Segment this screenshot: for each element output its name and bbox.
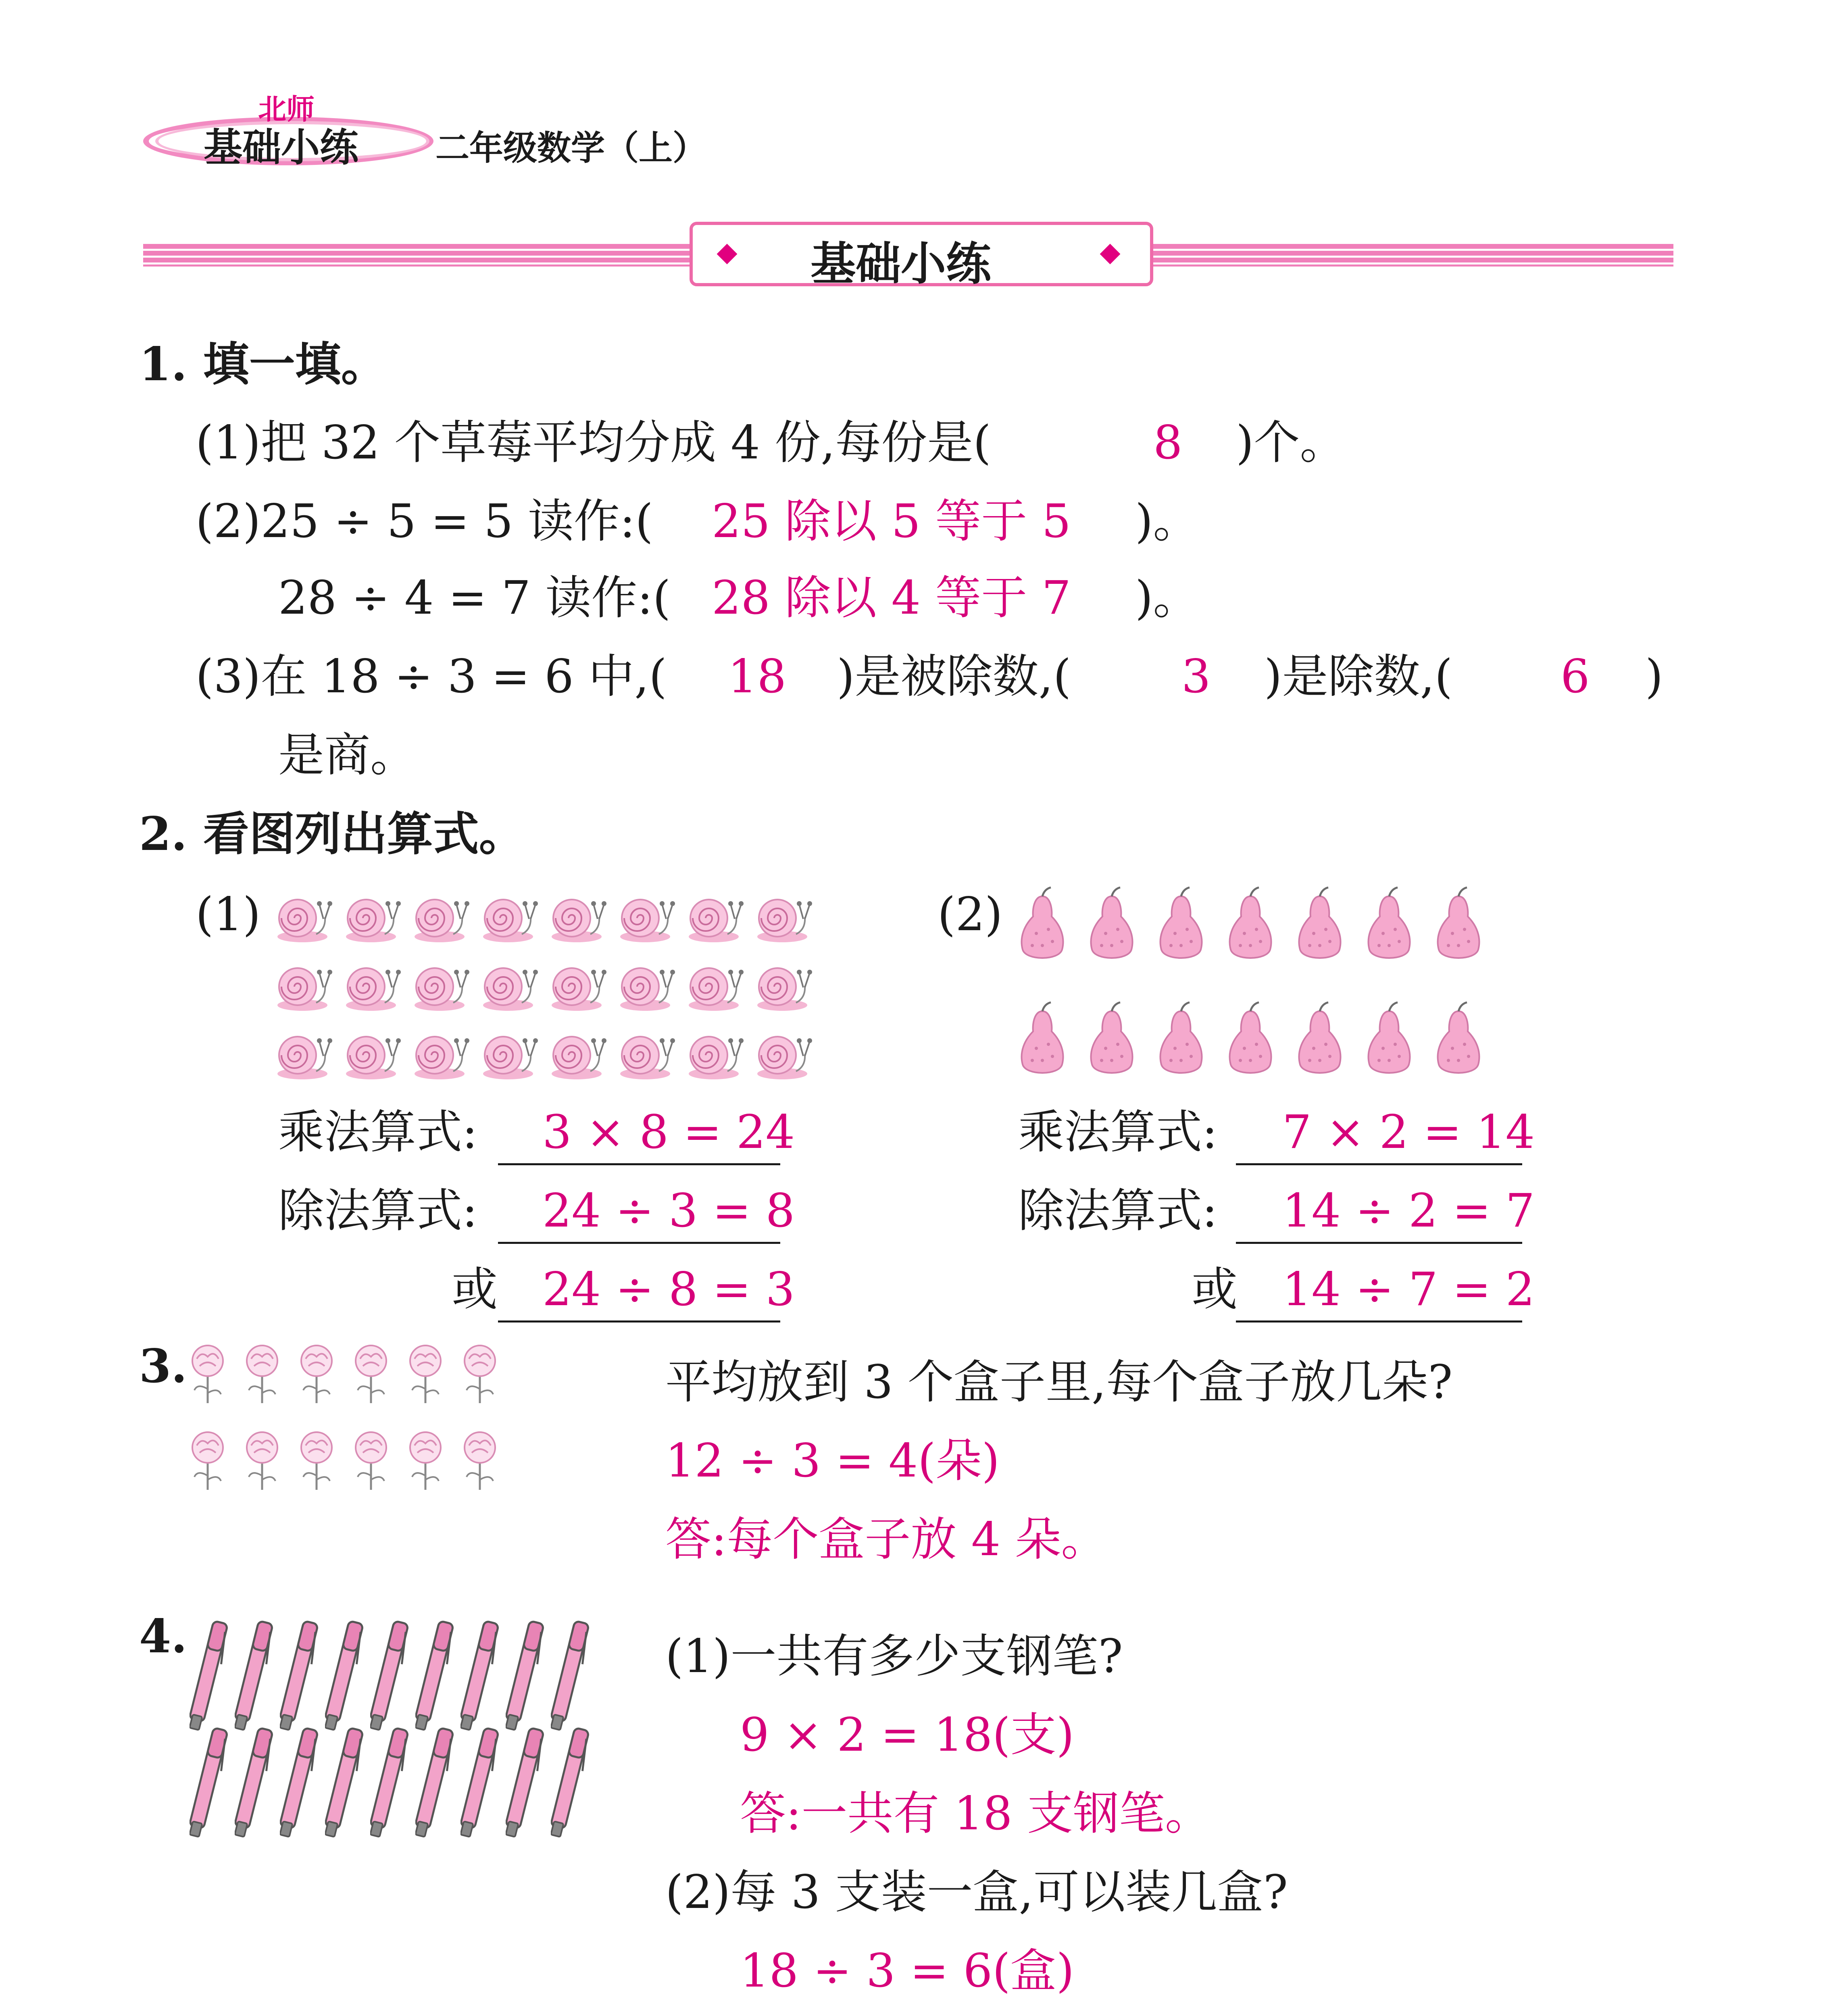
q1-p1 — [196, 415, 991, 471]
flower-icon — [349, 1429, 393, 1494]
book-subtitle: 二年级数学（上） — [435, 128, 707, 168]
q4-q2: (2)每 3 支装一盒,可以装几盒? — [665, 1865, 1288, 1919]
q1-p3-pre: (3)在 18 ÷ 3 = 6 中,( — [196, 650, 667, 703]
q1-p1-answer: 8 — [1153, 416, 1183, 469]
pear-icon — [1220, 885, 1281, 964]
snail-icon — [754, 1026, 815, 1083]
q2-p1-mul-answer: 3 × 8 = 24 — [542, 1105, 795, 1159]
q1-p2b-pre: 28 ÷ 4 = 7 读作:( — [278, 571, 671, 625]
q1-p3-answer-divisor: 3 — [1181, 650, 1211, 703]
pen-icon — [415, 1613, 456, 1734]
snail-icon — [274, 958, 335, 1014]
snail-icon — [343, 889, 403, 946]
q4-a1: 答:一共有 18 支钢笔。 — [740, 1787, 1211, 1840]
snail-icon — [343, 958, 403, 1014]
flower-icon — [294, 1343, 339, 1407]
snail-icon — [411, 958, 472, 1014]
title-band-left — [143, 244, 690, 267]
q2-p1-div2-answer: 24 ÷ 8 = 3 — [542, 1262, 795, 1316]
snail-icon — [685, 889, 746, 946]
q2-p1-div2-line — [498, 1320, 780, 1322]
q1-p3-answer-quotient: 6 — [1561, 650, 1590, 703]
pen-icon — [190, 1720, 230, 1841]
pen-icon — [506, 1720, 546, 1841]
flower-icon — [185, 1429, 230, 1494]
pen-icon — [551, 1720, 591, 1841]
q1-p2b-answer: 28 除以 4 等于 7 — [712, 571, 1071, 625]
snail-icon — [617, 1026, 677, 1083]
q2-part1-label: (1) — [196, 887, 261, 941]
pen-icon — [370, 1720, 410, 1841]
snail-icon — [685, 1026, 746, 1083]
q1-p3-end: ) — [1645, 650, 1663, 703]
q1-p2-pre: (2)25 ÷ 5 = 5 读作:( — [196, 494, 653, 548]
title-band-right — [1153, 244, 1673, 267]
pen-icon — [506, 1613, 546, 1734]
pear-icon — [1012, 885, 1073, 964]
flower-icon — [458, 1343, 502, 1407]
snail-icon — [548, 958, 609, 1014]
flower-icon — [403, 1343, 448, 1407]
flower-icon — [185, 1343, 230, 1407]
q1-p3-answer-dividend: 18 — [728, 650, 787, 703]
q3-question: 平均放到 3 个盒子里,每个盒子放几朵? — [665, 1355, 1453, 1409]
pear-icon — [1359, 885, 1419, 964]
q4-number: 4. — [139, 1609, 188, 1663]
pen-icon — [551, 1613, 591, 1734]
q2-p2-div-answer: 14 ÷ 2 = 7 — [1282, 1184, 1535, 1237]
section-title: 基础小练 — [810, 238, 991, 290]
q3-calc: 12 ÷ 3 = 4(朵) — [665, 1434, 1000, 1487]
q3-number: 3. — [139, 1339, 188, 1393]
pen-icon — [235, 1613, 275, 1734]
snail-icon — [754, 889, 815, 946]
pear-icon — [1290, 1000, 1350, 1079]
pen-icon — [190, 1613, 230, 1734]
brand-main: 基础小练 — [204, 125, 358, 170]
pen-icon — [370, 1613, 410, 1734]
q2-p1-div-line — [498, 1242, 780, 1244]
snail-icon — [411, 889, 472, 946]
pear-icon — [1220, 1000, 1281, 1079]
pen-icon — [325, 1613, 365, 1734]
snail-icon — [617, 958, 677, 1014]
pear-icon — [1151, 885, 1211, 964]
q1-p1-post: )个。 — [1236, 416, 1346, 469]
snail-icon — [343, 1026, 403, 1083]
snail-icon — [411, 1026, 472, 1083]
pear-icon — [1151, 1000, 1211, 1079]
q2-p2-mul-label: 乘法算式: — [1018, 1105, 1218, 1159]
snail-icon — [480, 1026, 540, 1083]
q2-p2-div-label: 除法算式: — [1018, 1184, 1218, 1237]
q4-c2: 18 ÷ 3 = 6(盒) — [740, 1944, 1075, 1997]
q2-p1-mul-label: 乘法算式: — [278, 1105, 478, 1159]
q1-p2-post: )。 — [1135, 494, 1199, 548]
pen-icon — [325, 1720, 365, 1841]
flower-icon — [458, 1429, 502, 1494]
q2-p2-div2-answer: 14 ÷ 7 = 2 — [1282, 1262, 1535, 1316]
pen-icon — [415, 1720, 456, 1841]
snail-icon — [480, 958, 540, 1014]
brand-small: 北师 — [258, 93, 315, 126]
q2-p1-div-answer: 24 ÷ 3 = 8 — [542, 1184, 795, 1237]
snail-icon — [548, 889, 609, 946]
pear-icon — [1428, 885, 1489, 964]
flower-icon — [240, 1343, 284, 1407]
pear-icon — [1428, 1000, 1489, 1079]
q2-part2-label: (2) — [938, 887, 1003, 941]
q4-c1: 9 × 2 = 18(支) — [740, 1708, 1075, 1762]
q3-answer: 答:每个盒子放 4 朵。 — [665, 1512, 1107, 1566]
pen-icon — [280, 1613, 320, 1734]
q4-q1: (1)一共有多少支钢笔? — [665, 1629, 1123, 1683]
flower-icon — [349, 1343, 393, 1407]
q1-p3-line2: 是商。 — [278, 728, 417, 782]
pear-icon — [1290, 885, 1350, 964]
q2-p1-mul-line — [498, 1163, 780, 1165]
q1-p2-answer: 25 除以 5 等于 5 — [712, 494, 1071, 548]
q2-p1-or-label: 或 — [452, 1262, 498, 1316]
q1-p1-pre: (1)把 32 个草莓平均分成 4 份,每份是( — [196, 416, 991, 469]
q1-p3-mid2: )是除数,( — [1264, 650, 1453, 703]
pear-icon — [1081, 885, 1142, 964]
snail-icon — [274, 889, 335, 946]
flower-icon — [240, 1429, 284, 1494]
q1-p2b-post: )。 — [1135, 571, 1199, 625]
pear-icon — [1359, 1000, 1419, 1079]
q2-p2-div-line — [1236, 1242, 1522, 1244]
snail-icon — [617, 889, 677, 946]
pen-icon — [460, 1613, 501, 1734]
q1-title: 1. 填一填。 — [139, 337, 387, 391]
flower-icon — [403, 1429, 448, 1494]
pen-icon — [280, 1720, 320, 1841]
q2-p2-mul-line — [1236, 1163, 1522, 1165]
pen-icon — [235, 1720, 275, 1841]
q1-p3-mid1: )是被除数,( — [837, 650, 1071, 703]
pear-icon — [1012, 1000, 1073, 1079]
snail-icon — [274, 1026, 335, 1083]
q2-p2-mul-answer: 7 × 2 = 14 — [1282, 1105, 1535, 1159]
pear-icon — [1081, 1000, 1142, 1079]
snail-icon — [754, 958, 815, 1014]
q2-p2-or-label: 或 — [1192, 1262, 1238, 1316]
pen-icon — [460, 1720, 501, 1841]
snail-icon — [548, 1026, 609, 1083]
q2-title: 2. 看图列出算式。 — [139, 807, 525, 861]
snail-icon — [685, 958, 746, 1014]
q2-p1-div-label: 除法算式: — [278, 1184, 478, 1237]
snail-icon — [480, 889, 540, 946]
q2-p2-div2-line — [1236, 1320, 1522, 1322]
flower-icon — [294, 1429, 339, 1494]
